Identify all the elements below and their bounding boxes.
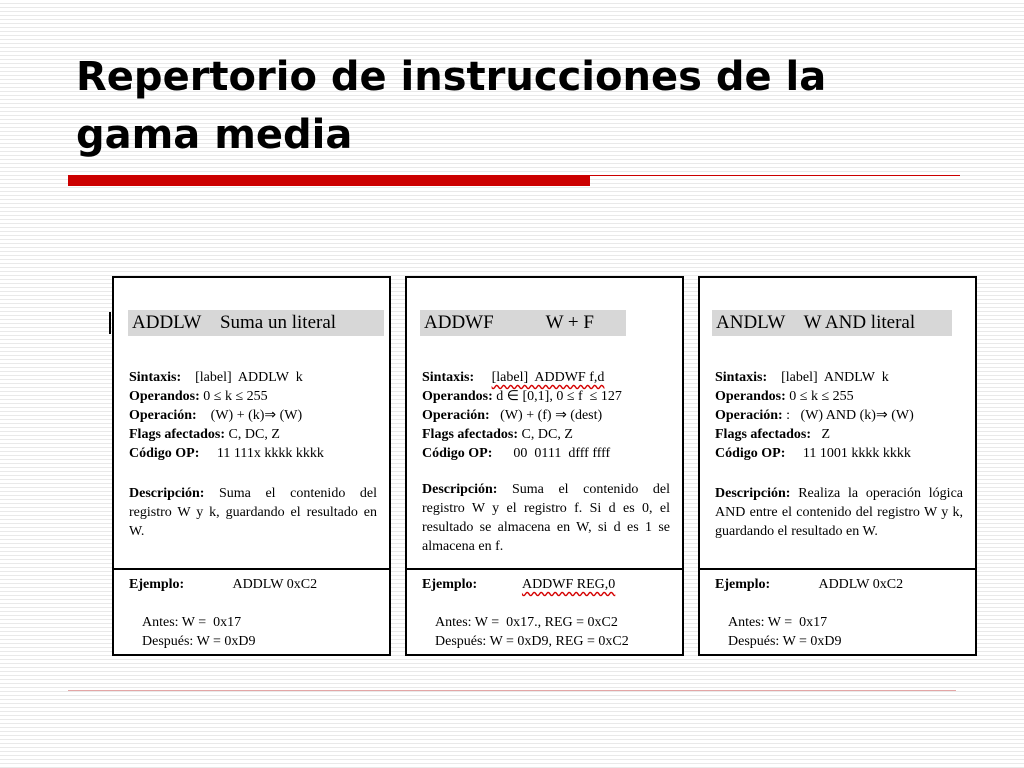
flags-value: Z [821,427,831,442]
instruction-card-addlw [112,276,391,656]
descripcion-value: Suma el contenido del registro W y k, guardando el resultado en W. [129,486,377,539]
label-sintaxis: Sintaxis: [715,370,768,385]
descripcion-value: Suma el contenido del registro W y el registro f. Si d es 0, el resultado se almacena en W, si d es 1 se almacena en f. [422,482,670,554]
antes-value: Antes: W = 0x17., REG = 0xC2 [435,615,618,630]
card-fields [129,368,324,463]
label-operacion: Operación: [715,408,783,423]
title-underline-thin [590,175,960,176]
card-header: ADDLW Suma un literal [128,310,384,336]
label-sintaxis: Sintaxis: [422,370,475,385]
label-operandos: Operandos: [715,389,786,404]
label-ejemplo: Ejemplo: [715,577,771,592]
sintaxis-value: [label] ANDLW k [781,370,889,385]
sintaxis-value: [label] ADDWF f,d [491,370,605,385]
card-example [129,575,317,594]
ejemplo-value: ADDLW 0xC2 [818,577,904,592]
operandos-value: d ∈ [0,1], 0 ≤ f ≤ 127 [496,389,622,404]
codigo-value: 00 0111 dfff ffff [513,446,611,461]
slide-title-line-2: gama media [76,112,353,158]
card-upper-section [700,278,975,570]
slide-title [76,48,976,164]
card-upper-section [407,278,682,570]
card-description [715,484,963,541]
label-operandos: Operandos: [129,389,200,404]
label-flags: Flags afectados: [715,427,812,442]
card-example-values [728,613,842,651]
card-header: ANDLW W AND literal [712,310,952,336]
label-sintaxis: Sintaxis: [129,370,182,385]
footer-divider [68,690,956,691]
instruction-card-addwf [405,276,684,656]
operacion-value: (W) + (f) ⇒ (dest) [500,408,603,423]
card-header: ADDWF W + F [420,310,626,336]
instruction-card-andlw [698,276,977,656]
operandos-value: 0 ≤ k ≤ 255 [789,389,854,404]
label-operacion: Operación: [129,408,197,423]
despues-value: Después: W = 0xD9 [142,634,256,649]
card-description [129,484,377,541]
despues-value: Después: W = 0xD9, REG = 0xC2 [435,634,629,649]
operacion-value: (W) + (k)⇒ (W) [210,408,303,423]
codigo-value: 11 111x kkkk kkkk [216,446,324,461]
label-operandos: Operandos: [422,389,493,404]
card-upper-section [114,278,389,570]
label-codigo: Código OP: [129,446,200,461]
label-flags: Flags afectados: [422,427,519,442]
flags-value: C, DC, Z [521,427,573,442]
despues-value: Después: W = 0xD9 [728,634,842,649]
card-example-values [142,613,256,651]
flags-value: C, DC, Z [228,427,280,442]
text-cursor-mark [109,312,111,334]
label-ejemplo: Ejemplo: [129,577,185,592]
label-flags: Flags afectados: [129,427,226,442]
card-fields [715,368,914,463]
operandos-value: 0 ≤ k ≤ 255 [203,389,268,404]
sintaxis-value: [label] ADDLW k [195,370,303,385]
card-description [422,480,670,556]
slide-title-line-1: Repertorio de instrucciones de la [76,54,827,100]
card-example-values [435,613,629,651]
codigo-value: 11 1001 kkkk kkkk [802,446,911,461]
antes-value: Antes: W = 0x17 [142,615,242,630]
label-operacion: Operación: [422,408,490,423]
label-descripcion: Descripción: [129,486,205,501]
label-ejemplo: Ejemplo: [422,577,478,592]
antes-value: Antes: W = 0x17 [728,615,828,630]
label-codigo: Código OP: [715,446,786,461]
label-codigo: Código OP: [422,446,493,461]
card-example [715,575,903,594]
card-example [422,575,615,594]
label-descripcion: Descripción: [715,486,791,501]
descripcion-value: Realiza la operación lógica AND entre el contenido del registro W y k, guardando el resultado en W. [715,486,964,539]
label-descripcion: Descripción: [422,482,498,497]
ejemplo-value: ADDWF REG,0 [521,577,616,592]
card-fields [422,368,622,463]
operacion-value: : (W) AND (k)⇒ (W) [786,408,914,423]
title-underline-red [68,175,590,186]
ejemplo-value: ADDLW 0xC2 [232,577,318,592]
